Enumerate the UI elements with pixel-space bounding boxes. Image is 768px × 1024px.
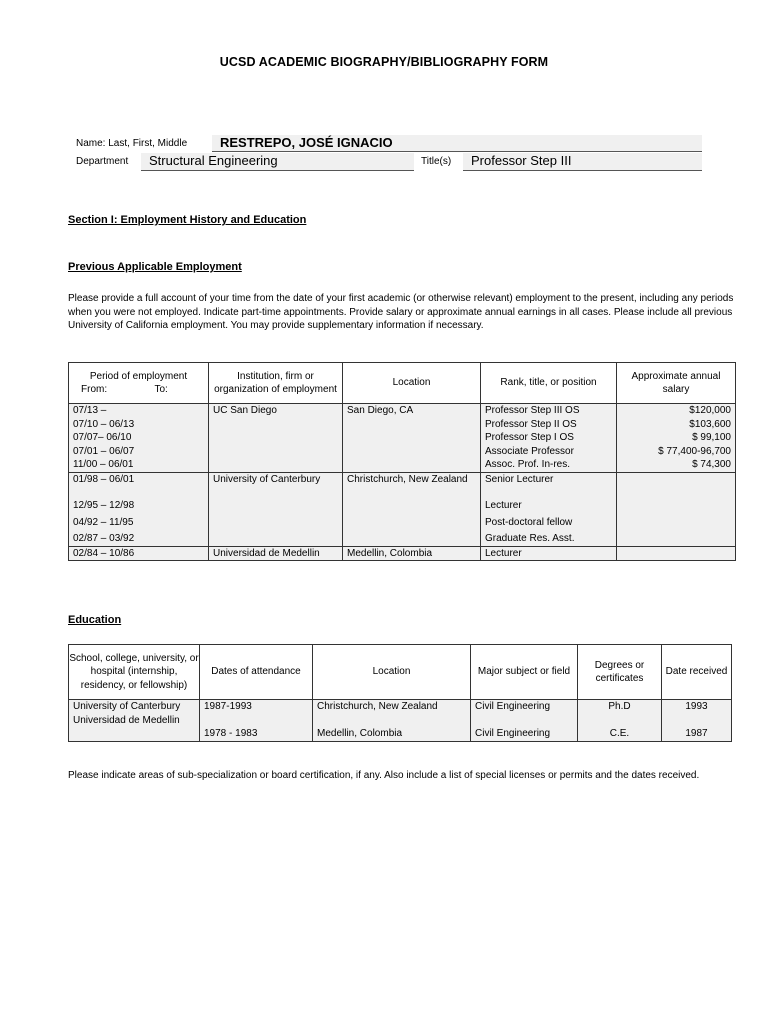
col-major: Major subject or field [471, 645, 578, 700]
period-value: 07/07– 06/10 [73, 432, 132, 443]
col-salary: Approximate annual salary [617, 363, 736, 404]
department-field[interactable]: Structural Engineering [141, 153, 414, 171]
table-row [69, 700, 732, 742]
dates-cell [200, 700, 313, 742]
name-field[interactable]: RESTREPO, JOSÉ IGNACIO [212, 135, 702, 152]
period-value: 07/10 – 06/13 [73, 418, 135, 430]
received-value: 1987 [685, 728, 708, 739]
degree-value: C.E. [609, 728, 630, 739]
received-cell [662, 700, 732, 742]
table-row [69, 472, 736, 546]
location-value: Medellin, Colombia [317, 728, 403, 739]
location-cell [313, 700, 471, 742]
rank-cell [481, 404, 617, 473]
salary-cell [617, 472, 736, 546]
col-received: Date received [662, 645, 732, 700]
rank-value: Associate Professor [485, 445, 574, 457]
major-value: Civil Engineering [475, 728, 551, 739]
col-degrees: Degrees or certificates [578, 645, 662, 700]
education-table [68, 644, 732, 742]
major-value: Civil Engineering [475, 701, 551, 712]
education-heading: Education [68, 614, 122, 626]
employment-table [68, 362, 736, 561]
titles-field[interactable]: Professor Step III [463, 153, 702, 171]
rank-value: Graduate Res. Asst. [485, 533, 575, 544]
period-value: 07/13 – [73, 405, 107, 416]
salary-cell [617, 546, 736, 561]
rank-cell: Lecturer [481, 546, 617, 561]
salary-value: $120,000 [689, 405, 731, 416]
rank-value: Senior Lecturer [485, 473, 554, 485]
location-cell: San Diego, CA [343, 404, 481, 473]
period-from-to [69, 383, 208, 397]
period-value: 02/87 – 03/92 [73, 533, 135, 544]
rank-value: Lecturer [485, 500, 522, 511]
col-institution: Institution, firm or organization of employment [209, 363, 343, 404]
education-header-row [69, 645, 732, 700]
table-row [69, 404, 736, 473]
period-cell [69, 472, 209, 546]
titles-label: Title(s) [421, 156, 452, 167]
salary-value: $ 74,300 [692, 459, 731, 470]
major-cell [471, 700, 578, 742]
period-value: 07/01 – 06/07 [73, 445, 135, 457]
dates-value: 1978 - 1983 [204, 728, 258, 739]
location-value: Christchurch, New Zealand [317, 701, 438, 712]
employment-header-row [69, 363, 736, 404]
period-value: 01/98 – 06/01 [73, 473, 135, 485]
education-note: Please indicate areas of sub-specialization or board certification, if any. Also include a list of special licenses or permits and the dates received. [68, 770, 700, 781]
period-value: 12/95 – 12/98 [73, 500, 135, 511]
rank-value: Professor Step III OS [485, 405, 580, 416]
period-to-label: To: [154, 384, 168, 395]
period-cell: 02/84 – 10/86 [69, 546, 209, 561]
period-value: 11/00 – 06/01 [73, 459, 134, 470]
institution-cell: University of Canterbury [209, 472, 343, 546]
school-value: University of Canterbury [73, 701, 181, 712]
rank-value: Professor Step I OS [485, 432, 574, 443]
form-title: UCSD ACADEMIC BIOGRAPHY/BIBLIOGRAPHY FORM [219, 55, 549, 69]
period-cell [69, 404, 209, 473]
school-value: Universidad de Medellin [73, 714, 180, 726]
location-cell: Christchurch, New Zealand [343, 472, 481, 546]
received-value: 1993 [685, 701, 708, 712]
period-header-label: Period of employment [89, 370, 188, 382]
institution-cell: Universidad de Medellin [209, 546, 343, 561]
col-location: Location [313, 645, 471, 700]
col-period [69, 363, 209, 404]
table-row [69, 546, 736, 561]
employment-heading: Previous Applicable Employment [68, 261, 242, 273]
name-label: Name: Last, First, Middle [76, 138, 188, 149]
department-label: Department [76, 156, 129, 167]
employment-instructions: Please provide a full account of your time from the date of your first academic (or otherwise relevant) employment to the present, including any periods when you were not employed. Indicate part-time appointments. Provide salary or approximate annual earnings in all cases. Please include all previous University of California employment. You may provide supplementary information if necessary. [68, 293, 734, 331]
degree-cell [578, 700, 662, 742]
rank-value: Professor Step II OS [485, 418, 577, 430]
rank-cell [481, 472, 617, 546]
col-rank: Rank, title, or position [481, 363, 617, 404]
section-heading: Section I: Employment History and Education [68, 214, 307, 226]
salary-cell [617, 404, 736, 473]
rank-value: Assoc. Prof. In-res. [485, 459, 571, 470]
salary-value: $ 99,100 [692, 432, 731, 443]
salary-value: $ 77,400-96,700 [658, 445, 731, 457]
period-value: 04/92 – 11/95 [73, 516, 134, 528]
period-from-label: From: [81, 384, 108, 395]
dates-value: 1987-1993 [204, 701, 252, 712]
rank-value: Post-doctoral fellow [485, 516, 573, 528]
location-cell: Medellin, Colombia [343, 546, 481, 561]
col-dates: Dates of attendance [200, 645, 313, 700]
institution-cell: UC San Diego [209, 404, 343, 473]
col-location: Location [343, 363, 481, 404]
degree-value: Ph.D [608, 701, 631, 712]
salary-value: $103,600 [689, 418, 731, 430]
school-cell [69, 700, 200, 742]
col-school: School, college, university, or hospital (internship, residency, or fellowship) [69, 645, 200, 700]
